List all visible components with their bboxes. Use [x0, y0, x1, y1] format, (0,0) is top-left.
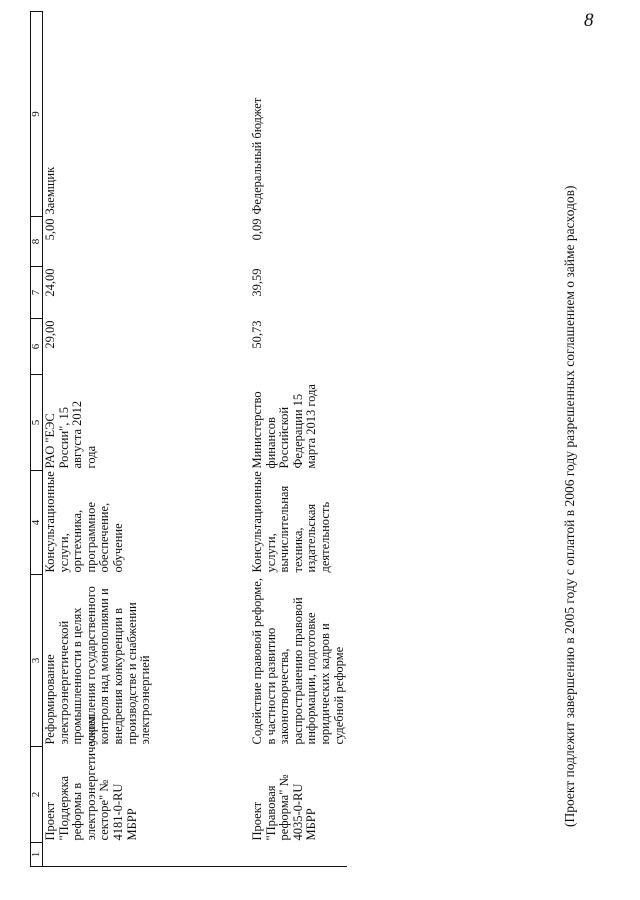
header-col-1: 1	[31, 843, 43, 867]
table-row	[245, 12, 347, 867]
header-col-5: 5	[31, 375, 43, 471]
source-cell: Федеральный бюджет	[250, 97, 264, 215]
header-col-8: 8	[31, 217, 43, 267]
value-col6-cell: 29,00	[43, 320, 57, 349]
purpose-cell: Содействие правовой реформе, в частности развитию законотворчества, распространению правовой информации, подготовке юридических кадров и судебной реформе	[250, 578, 346, 745]
project-cell: Проект "Поддержка реформы в электроэнергетическом секторе" № 4181-0-RU МБРР	[43, 715, 139, 841]
landscape-content	[30, 12, 604, 867]
value-col7-cell: 39,59	[250, 268, 264, 297]
row-index-cell	[43, 843, 246, 867]
header-col-2: 2	[31, 747, 43, 843]
header-col-9: 9	[31, 12, 43, 217]
table-row	[43, 12, 246, 867]
executor-cell: Министерство финансов Российской Федерации 15 марта 2013 года	[250, 384, 319, 469]
value-col8-cell: 5,00	[43, 218, 57, 241]
source-cell: Заемщик	[43, 166, 57, 215]
footer-note: (Проект подлежит завершению в 2005 году с оплатой в 2006 году разрешенных соглашением о займе расходов)	[562, 185, 577, 827]
value-col6-cell: 50,73	[250, 320, 264, 349]
header-col-4: 4	[31, 471, 43, 575]
header-col-3: 3	[31, 575, 43, 747]
row-index-cell	[245, 843, 347, 867]
header-col-7: 7	[31, 267, 43, 319]
value-col8-cell: 0,09	[250, 218, 264, 241]
rotated-page	[30, 12, 604, 867]
purpose-cell: Реформирование электроэнергетической промышленности в целях укрепления государственного контроля над монополиями и внедрения конкуренции в производстве и снабжении электроэнергией	[43, 586, 153, 745]
header-col-6: 6	[31, 319, 43, 375]
header-row	[31, 12, 43, 867]
project-cell: Проект "Правовая реформа" № 4035-0-RU МБРР	[250, 774, 319, 841]
value-col7-cell: 24,00	[43, 268, 57, 297]
executor-cell: РАО "ЕЭС России", 15 августа 2012 года	[43, 400, 98, 469]
type-cell: Консультационные услуги, вычислительная техника, издательская деятельность	[250, 471, 332, 573]
projects-table	[30, 11, 347, 867]
page-number: 8	[584, 10, 594, 31]
type-cell: Консультационные услуги, оргтехника, программное обеспечение, обучение	[43, 471, 125, 573]
